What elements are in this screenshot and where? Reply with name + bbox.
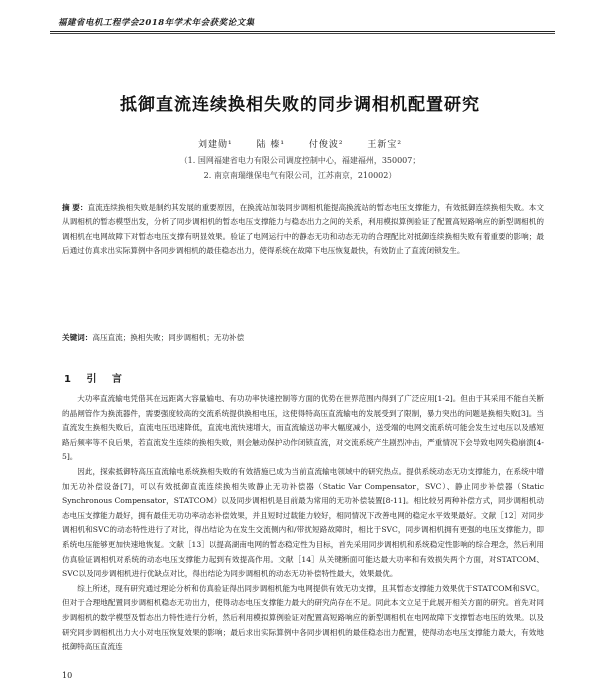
abstract-label: 摘 要： — [62, 203, 88, 212]
author: 陆 榛¹ — [256, 140, 285, 150]
affiliation-line: 2. 南京南瑞继保电气有限公司，江苏南京，210002） — [203, 171, 397, 180]
section-number: 1 — [64, 374, 77, 385]
keywords-label: 关键词： — [62, 333, 93, 342]
author-list — [0, 137, 600, 150]
paper-title: 抵御直流连续换相失败的同步调相机配置研究 — [120, 95, 480, 115]
header-rule — [50, 31, 555, 32]
abstract — [62, 201, 544, 258]
section-title: 引 言 — [86, 374, 128, 385]
body-text — [62, 392, 544, 655]
keywords-text: 高压直流；换相失败；同步调相机；无功补偿 — [92, 333, 245, 342]
paragraph: 综上所述，现有研究通过理论分析和仿真验证得出同步调相机能为电网提供有效无功支撑，且其暂态支撑能力效果优于STATCOM和SVC。但对于合理地配置同步调相机稳态无功出力，使得动态电压支撑能力最大的研究尚存在不足。同此本文立足于此展开相关方面的研究。首先对同步调相机的数学模型及暂态出力特性进行分析，然后利用模拟算例验证对配置高短路响应的新型调相机在电网故障下支撑暂态电压的效果。以及研究同步调相机出力大小对电压恢复效果的影响；最后求出实际算例中各同步调相机的最佳稳态出力配置，使得动态电压支撑能力最大，有效地抵御特高压直流连 — [62, 583, 544, 652]
abstract-text: 直流连续换相失败是制约其发展的重要原因，在换流站加装同步调相机能提高换流站的暂态电压支撑能力，有效抵御连续换相失败。本文从调相机的暂态模型出发，分析了同步调相机的暂态电压支撑能力与稳态出力之间的关系，利用模拟算例验证了配置高短路响应的新型调相机的调相机在电网故障下对暂态电压支撑有明显效果。验证了电网运行中的静态无功和动态无功的合理配比对抵御连续换相失败有着重要的影响；最后通过仿真求出实际算例中各同步调相机的最佳稳态出力，使得系统在故障下电压恢复最快，有效防止了直流闭锁发生。 — [62, 203, 544, 255]
author: 刘建勋¹ — [198, 140, 233, 150]
affiliation-line: （1. 国网福建省电力有限公司调度控制中心，福建福州，350007； — [179, 156, 421, 165]
author: 王新宝² — [367, 140, 402, 150]
header-rule-thin — [50, 33, 555, 34]
keywords — [62, 332, 544, 343]
paragraph: 大功率直流输电凭借其在远距离大容量输电、有功功率快速控制等方面的优势在世界范围内得到了广泛应用[1-2]。但由于其采用不能自关断的晶闸管作为换流器件，需要强度较高的交流系统提供换相电压，这使得特高压直流输电的发展受到了限制，暴力突出的问题是换相失败[3]。当直流发生换相失败后，直流电压迅速降低，直流电流快速增大，而直流输送功率大幅度减小，送受端的电网交流系统可能会发生过电压以及感短路后频率等不良后果，若直流发生连续的换相失败，则会触动保护动作闭锁直流，对交流系统产生剧烈冲击，严重情况下会导致电网失稳崩溃[4-5]。 — [62, 394, 544, 462]
page-number: 10 — [62, 671, 73, 680]
paragraph: 因此，探索抵御特高压直流输电系统换相失败的有效措施已成为当前直流输电领域中的研究热点。提供系统动态无功支撑能力，在系统中增加无功补偿设备[7]，可以有效抵御直流连续换相失败静止无功补偿器（Static Var Compensator，SVC）、静止同步补偿器（Static Synchronous Compensator，STATCOM）以及同步调相机是目前最为常用的无功补偿装置[8-11]。相比较另两种补偿方式，同步调相机动态电压支撑能力最好，拥有最佳无功功率动态补偿效果，并且短时过载能力较好，相同情况下改善电网的稳定水平效果最好。文献［12］对同步调相机和SVC的动态特性进行了对比，得出结论为在发生交流侧内和/带扰短路故障时，相比于SVC，同步调相机拥有更强的电压支撑能力，即系统电压能够更加快速地恢复。文献［13］以提高湖南电网的暂态稳定性为目标，首先采用同步调相机和系统稳定性影响的综合理念，然后利用仿真验证调相机对系统的动态电压支撑能力起到有效提高作用。文献［14］从关键断面可能达最大功率和有效损失两个方面，对STATCOM、SVC以及同步调相机进行优缺点对比，得出结论为同步调相机的动态无功补偿特性最大，效果最优。 — [62, 466, 544, 579]
section-heading — [64, 370, 128, 385]
author: 付俊波² — [308, 140, 344, 150]
running-header: 福建省电机工程学会2018年学术年会获奖论文集 — [58, 18, 255, 28]
